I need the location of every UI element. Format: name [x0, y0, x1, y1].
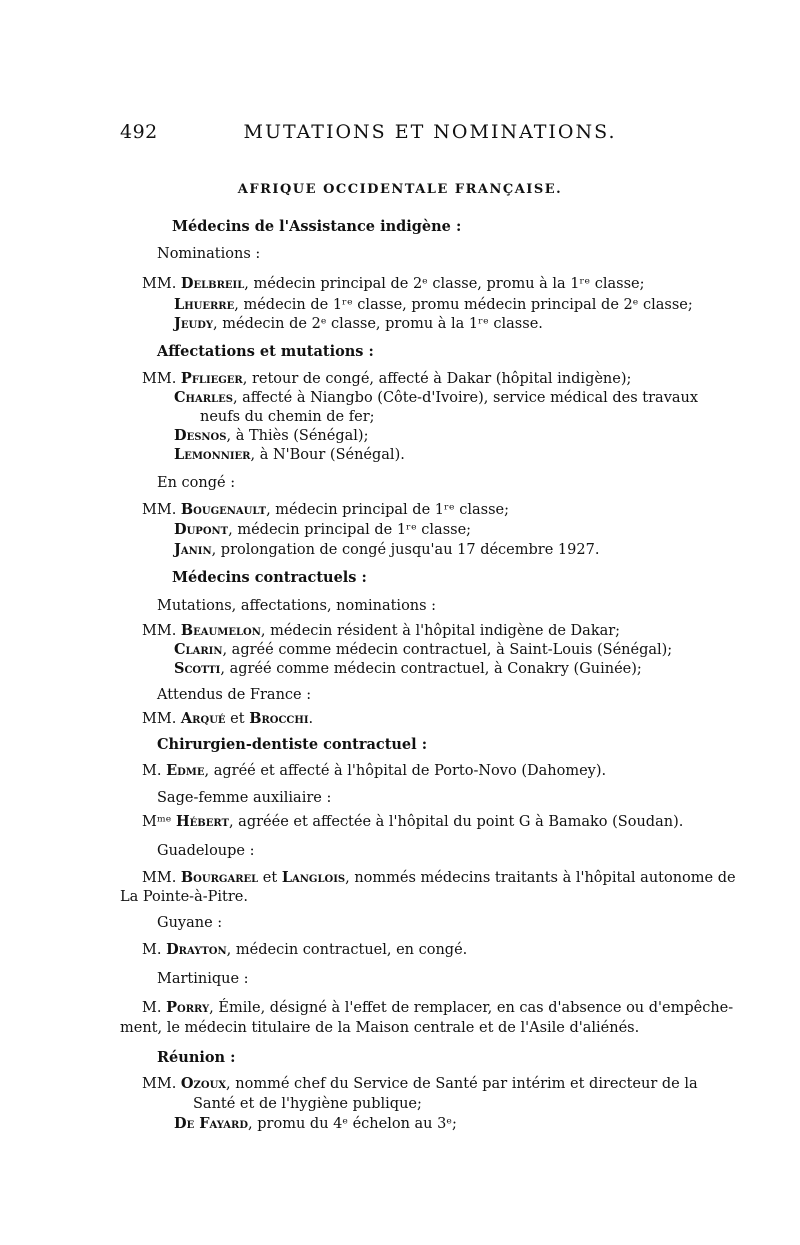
subheading-martinique: Martinique :	[157, 971, 249, 987]
entry-line: MM. Delbreil, médecin principal de 2ᵉ classe, promu à la 1ʳᵉ classe;	[142, 275, 645, 292]
entry-line: Mᵐᵉ Hébert, agréée et affectée à l'hôpital du point G à Bamako (Soudan).	[142, 813, 684, 830]
section-title: AFRIQUE OCCIDENTALE FRANÇAISE.	[237, 182, 563, 197]
subheading-mutations: Mutations, affectations, nominations :	[157, 598, 437, 614]
subheading-guadeloupe: Guadeloupe :	[157, 843, 255, 859]
entry-line: MM. Bourgarel et Langlois, nommés médecins traitants à l'hôpital autonome de	[142, 869, 736, 886]
entry-line: La Pointe-à-Pitre.	[120, 889, 248, 905]
entry-line: De Fayard, promu du 4ᵉ échelon au 3ᵉ;	[174, 1115, 457, 1132]
entry-line: M. Porry, Émile, désigné à l'effet de remplacer, en cas d'absence ou d'empêche-	[142, 999, 734, 1016]
entry-line: neufs du chemin de fer;	[200, 409, 375, 425]
subheading-contractuels: Médecins contractuels :	[172, 569, 367, 586]
entry-line: MM. Arqué et Brocchi.	[142, 710, 314, 727]
entry-line: M. Drayton, médecin contractuel, en congé.	[142, 941, 468, 958]
entry-line: Desnos, à Thiès (Sénégal);	[174, 427, 369, 444]
subheading-nominations: Nominations :	[157, 246, 261, 262]
subheading-attendus: Attendus de France :	[157, 687, 312, 703]
entry-line: Lhuerre, médecin de 1ʳᵉ classe, promu médecin principal de 2ᵉ classe;	[174, 296, 693, 313]
entry-line: Scotti, agréé comme médecin contractuel, à Conakry (Guinée);	[174, 660, 642, 677]
entry-line: Jeudy, médecin de 2ᵉ classe, promu à la 1ʳᵉ classe.	[174, 315, 543, 332]
subheading-reunion: Réunion :	[157, 1049, 236, 1066]
entry-line: Charles, affecté à Niangbo (Côte-d'Ivoire), service médical des travaux	[174, 389, 699, 406]
entry-line: ment, le médecin titulaire de la Maison centrale et de l'Asile d'aliénés.	[120, 1020, 640, 1036]
entry-line: MM. Pflieger, retour de congé, affecté à Dakar (hôpital indigène);	[142, 370, 632, 387]
subheading-assistance: Médecins de l'Assistance indigène :	[172, 218, 462, 235]
entry-line: Janin, prolongation de congé jusqu'au 17 décembre 1927.	[174, 541, 600, 558]
subheading-affectations: Affectations et mutations :	[157, 343, 374, 360]
entry-line: MM. Ozoux, nommé chef du Service de Santé par intérim et directeur de la	[142, 1075, 698, 1092]
entry-line: Santé et de l'hygiène publique;	[193, 1096, 422, 1112]
entry-line: Dupont, médecin principal de 1ʳᵉ classe;	[174, 521, 472, 538]
subheading-dentiste: Chirurgien-dentiste contractuel :	[157, 736, 428, 753]
entry-line: Lemonnier, à N'Bour (Sénégal).	[174, 446, 405, 463]
entry-line: M. Edme, agréé et affecté à l'hôpital de Porto-Novo (Dahomey).	[142, 762, 607, 779]
entry-line: MM. Beaumelon, médecin résident à l'hôpital indigène de Dakar;	[142, 622, 621, 639]
subheading-sage-femme: Sage-femme auxiliaire :	[157, 790, 332, 806]
entry-line: Clarin, agréé comme médecin contractuel, à Saint-Louis (Sénégal);	[174, 641, 673, 658]
page-number: 492	[120, 121, 158, 143]
entry-line: MM. Bougenault, médecin principal de 1ʳᵉ classe;	[142, 501, 510, 518]
running-title: MUTATIONS ET NOMINATIONS.	[243, 121, 617, 143]
subheading-conge: En congé :	[157, 475, 236, 491]
page-header	[120, 121, 680, 145]
subheading-guyane: Guyane :	[157, 915, 223, 931]
